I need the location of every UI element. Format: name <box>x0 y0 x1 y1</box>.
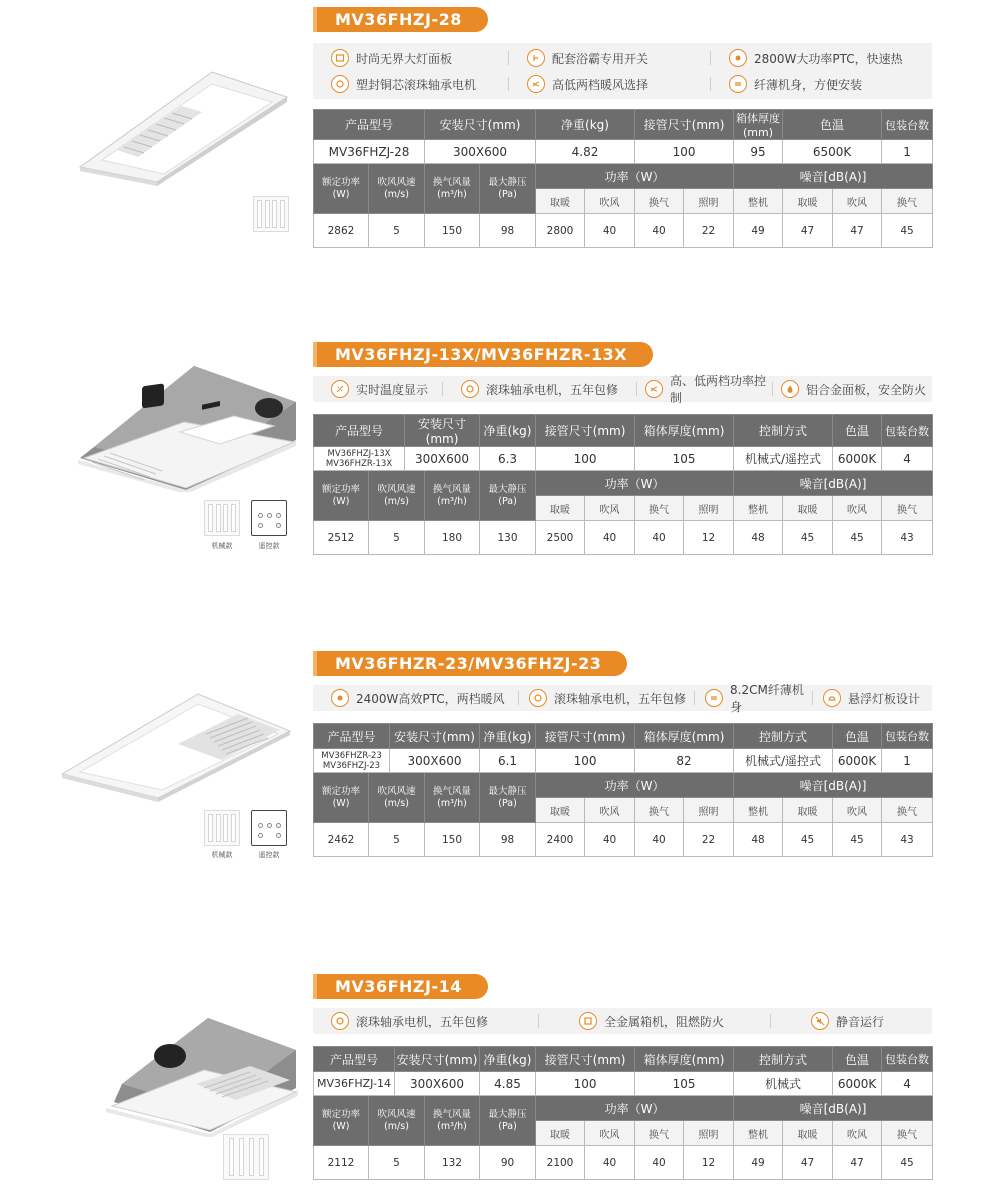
color-temp-value: 6500K <box>783 140 882 164</box>
data-cell: 40 <box>635 823 684 857</box>
size-value: 300X600 <box>395 1072 480 1096</box>
data-cell: 5 <box>369 823 425 857</box>
col-weight-header: 净重(kg) <box>480 1047 536 1072</box>
data-cell: 48 <box>734 823 783 857</box>
col-color-temp-header: 色温 <box>833 724 882 749</box>
col-weight-header: 净重(kg) <box>480 415 536 447</box>
col-pipe-header: 接管尺寸(mm) <box>635 110 734 140</box>
feature-item: 滚珠轴承电机，五年包修 <box>313 1008 539 1034</box>
data-cell: 2462 <box>314 823 369 857</box>
product-title: MV36FHZJ-28 <box>313 7 488 32</box>
col-size-header: 安装尺寸(mm) <box>405 415 480 447</box>
motor-icon <box>461 380 479 398</box>
wall-switch-image <box>204 500 240 536</box>
col-control-header: 控制方式 <box>734 1047 833 1072</box>
lamp-icon <box>823 689 841 707</box>
data-cell: 90 <box>480 1146 536 1180</box>
remote-control-image <box>251 500 287 536</box>
data-cell: 45 <box>882 214 933 248</box>
power-group-header: 功率（W） <box>536 164 734 189</box>
pipe-value: 100 <box>635 140 734 164</box>
col-weight-header: 净重(kg) <box>536 110 635 140</box>
data-cell: 150 <box>425 823 480 857</box>
data-cell: 2512 <box>314 521 369 555</box>
motor-icon <box>529 689 547 707</box>
data-cell: 45 <box>882 1146 933 1180</box>
max-pressure-header: 最大静压(Pa) <box>480 164 536 214</box>
power-group-header: 功率（W） <box>536 471 734 496</box>
data-cell: 47 <box>783 214 833 248</box>
quiet-icon <box>811 1012 829 1030</box>
data-cell: 2112 <box>314 1146 369 1180</box>
control-value: 机械式 <box>734 1072 833 1096</box>
col-model-header: 产品型号 <box>314 724 390 749</box>
col-pack-header: 包装台数 <box>882 415 933 447</box>
col-pack-header: 包装台数 <box>882 724 933 749</box>
switch-icon <box>527 49 545 67</box>
depth-value: 95 <box>734 140 783 164</box>
col-control-header: 控制方式 <box>734 415 833 447</box>
panel-icon <box>331 49 349 67</box>
motor-icon <box>331 1012 349 1030</box>
col-depth-header: 箱体厚度(mm) <box>734 110 783 140</box>
col-color-temp-header: 色温 <box>833 415 882 447</box>
data-cell: 47 <box>833 1146 882 1180</box>
feature-item: 高、低两档功率控制 <box>637 376 773 402</box>
data-cell: 40 <box>635 521 684 555</box>
spec-table: 产品型号 安装尺寸(mm) 净重(kg) 接管尺寸(mm) 箱体厚度(mm) 控制方式 色温 包装台数 MV36FHZJ-14 300X600 4.85 100 105 机械式 6000K 4 额定功率(W) 吹风风速(m/s) 换气风量(m³/h) 最大静压(Pa) 功率（W） 噪音[dB(A)] 取暖 吹风 换气 照明 整机 取暖 吹风 换气 2112 5 132 90 2100 40 40 12 49 47 47 45 <box>313 1046 933 1180</box>
feature-item: 2800W大功率PTC，快速热 <box>711 45 931 71</box>
feature-item: 铝合金面板，安全防火 <box>773 376 932 402</box>
data-cell: 45 <box>833 823 882 857</box>
control-value: 机械式/遥控式 <box>734 749 833 773</box>
noise-group-header: 噪音[dB(A)] <box>734 1096 933 1121</box>
caption-mechanical: 机械款 <box>211 851 233 859</box>
data-cell: 43 <box>882 521 933 555</box>
wall-switch-image <box>223 1134 269 1180</box>
col-size-header: 安装尺寸(mm) <box>425 110 536 140</box>
pack-value: 1 <box>882 749 933 773</box>
weight-value: 4.85 <box>480 1072 536 1096</box>
col-pack-header: 包装台数 <box>882 110 933 140</box>
col-control-header: 控制方式 <box>734 724 833 749</box>
remote-control-image <box>251 810 287 846</box>
max-pressure-header: 最大静压(Pa) <box>480 471 536 521</box>
feature-item: 悬浮灯板设计 <box>813 685 932 711</box>
data-cell: 40 <box>635 214 684 248</box>
exhaust-volume-header: 换气风量(m³/h) <box>425 471 480 521</box>
data-cell: 48 <box>734 521 783 555</box>
data-cell: 49 <box>734 214 783 248</box>
thin-icon <box>729 75 747 93</box>
col-model-header: 产品型号 <box>314 1047 395 1072</box>
power-group-header: 功率（W） <box>536 1096 734 1121</box>
feature-item: 塑封铜芯滚珠轴承电机 <box>313 71 509 97</box>
col-model-header: 产品型号 <box>314 415 405 447</box>
ptc-icon <box>331 689 349 707</box>
weight-value: 6.3 <box>480 447 536 471</box>
feature-item: 全金属箱机，阻燃防火 <box>539 1008 771 1034</box>
col-size-header: 安装尺寸(mm) <box>390 724 480 749</box>
data-cell: 45 <box>783 521 833 555</box>
spec-table: 产品型号 安装尺寸(mm) 净重(kg) 接管尺寸(mm) 箱体厚度(mm) 控制方式 色温 包装台数 MV36FHZJ-13X MV36FHZR-13X 300X600 6.3 100 105 机械式/遥控式 6000K 4 额定功率(W) 吹风风速(m/s) 换气风量(m³/h) 最大静压(Pa) 功率（W） 噪音[dB(A)] 取暖 吹风 换气 照明 整机 取暖 吹风 换气 2512 5 180 130 2500 40 40 12 48 45 45 43 <box>313 414 933 555</box>
control-value: 机械式/遥控式 <box>734 447 833 471</box>
rated-power-header: 额定功率(W) <box>314 1096 369 1146</box>
col-model-header: 产品型号 <box>314 110 425 140</box>
color-temp-value: 6000K <box>833 749 882 773</box>
feature-bar <box>313 374 932 405</box>
data-cell: 47 <box>833 214 882 248</box>
data-cell: 5 <box>369 521 425 555</box>
data-cell: 180 <box>425 521 480 555</box>
exhaust-volume-header: 换气风量(m³/h) <box>425 1096 480 1146</box>
data-cell: 40 <box>585 1146 635 1180</box>
col-depth-header: 箱体厚度(mm) <box>635 415 734 447</box>
weight-value: 4.82 <box>536 140 635 164</box>
product-image <box>72 62 297 187</box>
col-pipe-header: 接管尺寸(mm) <box>536 1047 635 1072</box>
feature-item: 8.2CM纤薄机身 <box>695 685 813 711</box>
wall-switch-image <box>204 810 240 846</box>
color-temp-value: 6000K <box>833 1072 882 1096</box>
feature-item: 2400W高效PTC，两档暖风 <box>313 685 519 711</box>
product-image <box>58 686 298 806</box>
product-image <box>74 362 299 492</box>
data-cell: 2862 <box>314 214 369 248</box>
feature-item: 高低两档暖风选择 <box>509 71 711 97</box>
data-cell: 130 <box>480 521 536 555</box>
data-cell: 43 <box>882 823 933 857</box>
feature-item: 滚珠轴承电机，五年包修 <box>443 376 637 402</box>
feature-item: 时尚无界大灯面板 <box>313 45 509 71</box>
color-temp-value: 6000K <box>833 447 882 471</box>
col-pipe-header: 接管尺寸(mm) <box>536 415 635 447</box>
feature-item: 纤薄机身，方便安装 <box>711 71 931 97</box>
data-cell: 98 <box>480 823 536 857</box>
blow-speed-header: 吹风风速(m/s) <box>369 471 425 521</box>
data-cell: 12 <box>684 521 734 555</box>
col-depth-header: 箱体厚度(mm) <box>635 724 734 749</box>
data-cell: 2100 <box>536 1146 585 1180</box>
pipe-value: 100 <box>536 749 635 773</box>
pack-value: 4 <box>882 447 933 471</box>
spec-table: 产品型号 安装尺寸(mm) 净重(kg) 接管尺寸(mm) 箱体厚度(mm) 色温 包装台数 MV36FHZJ-28 300X600 4.82 100 95 6500K 1 额定功率(W) 吹风风速(m/s) 换气风量(m³/h) 最大静压(Pa) 功率（W） 噪音[dB(A)] 取暖 吹风 换气 照明 整机 取暖 吹风 换气 2862 5 150 98 2800 40 40 22 49 47 47 45 <box>313 109 933 248</box>
data-cell: 40 <box>585 823 635 857</box>
col-color-temp-header: 色温 <box>833 1047 882 1072</box>
box-icon <box>579 1012 597 1030</box>
pack-value: 4 <box>882 1072 933 1096</box>
max-pressure-header: 最大静压(Pa) <box>480 773 536 823</box>
noise-group-header: 噪音[dB(A)] <box>734 773 933 798</box>
weight-value: 6.1 <box>480 749 536 773</box>
temp-icon <box>331 380 349 398</box>
col-color-temp-header: 色温 <box>783 110 882 140</box>
motor-icon <box>331 75 349 93</box>
ptc-icon <box>729 49 747 67</box>
rated-power-header: 额定功率(W) <box>314 773 369 823</box>
pack-value: 1 <box>882 140 933 164</box>
data-cell: 98 <box>480 214 536 248</box>
data-cell: 40 <box>585 521 635 555</box>
exhaust-volume-header: 换气风量(m³/h) <box>425 773 480 823</box>
col-depth-header: 箱体厚度(mm) <box>635 1047 734 1072</box>
data-cell: 40 <box>585 214 635 248</box>
data-cell: 2500 <box>536 521 585 555</box>
fan-icon <box>645 380 663 398</box>
data-cell: 2400 <box>536 823 585 857</box>
spec-table: 产品型号 安装尺寸(mm) 净重(kg) 接管尺寸(mm) 箱体厚度(mm) 控制方式 色温 包装台数 MV36FHZR-23 MV36FHZJ-23 300X600 6.1 100 82 机械式/遥控式 6000K 1 额定功率(W) 吹风风速(m/s) 换气风量(m³/h) 最大静压(Pa) 功率（W） 噪音[dB(A)] 取暖 吹风 换气 照明 整机 取暖 吹风 换气 2462 5 150 98 2400 40 40 22 48 45 45 43 <box>313 723 933 857</box>
feature-item: 静音运行 <box>771 1008 932 1034</box>
thin-icon <box>705 689 723 707</box>
size-value: 300X600 <box>425 140 536 164</box>
model-value: MV36FHZJ-14 <box>314 1072 395 1096</box>
feature-bar <box>313 43 932 99</box>
data-cell: 49 <box>734 1146 783 1180</box>
depth-value: 82 <box>635 749 734 773</box>
feature-item: 配套浴霸专用开关 <box>509 45 711 71</box>
rated-power-header: 额定功率(W) <box>314 471 369 521</box>
col-pack-header: 包装台数 <box>882 1047 933 1072</box>
data-cell: 132 <box>425 1146 480 1180</box>
fan-icon <box>527 75 545 93</box>
depth-value: 105 <box>635 1072 734 1096</box>
feature-bar <box>313 1008 932 1034</box>
blow-speed-header: 吹风风速(m/s) <box>369 1096 425 1146</box>
data-cell: 47 <box>783 1146 833 1180</box>
col-weight-header: 净重(kg) <box>480 724 536 749</box>
caption-remote: 遥控款 <box>258 542 280 550</box>
product-image <box>100 1012 300 1137</box>
data-cell: 5 <box>369 214 425 248</box>
product-title: MV36FHZJ-13X/MV36FHZR-13X <box>313 342 653 367</box>
pipe-value: 100 <box>536 447 635 471</box>
col-size-header: 安装尺寸(mm) <box>395 1047 480 1072</box>
model-value: MV36FHZJ-28 <box>314 140 425 164</box>
product-title: MV36FHZR-23/MV36FHZJ-23 <box>313 651 627 676</box>
data-cell: 150 <box>425 214 480 248</box>
data-cell: 40 <box>635 1146 684 1180</box>
data-cell: 5 <box>369 1146 425 1180</box>
depth-value: 105 <box>635 447 734 471</box>
pipe-value: 100 <box>536 1072 635 1096</box>
data-cell: 22 <box>684 823 734 857</box>
wall-switch-image <box>253 196 289 232</box>
exhaust-volume-header: 换气风量(m³/h) <box>425 164 480 214</box>
feature-bar <box>313 683 932 714</box>
data-cell: 12 <box>684 1146 734 1180</box>
caption-mechanical: 机械款 <box>211 542 233 550</box>
data-cell: 45 <box>833 521 882 555</box>
noise-group-header: 噪音[dB(A)] <box>734 471 933 496</box>
col-pipe-header: 接管尺寸(mm) <box>536 724 635 749</box>
data-cell: 22 <box>684 214 734 248</box>
caption-remote: 遥控款 <box>258 851 280 859</box>
max-pressure-header: 最大静压(Pa) <box>480 1096 536 1146</box>
data-cell: 2800 <box>536 214 585 248</box>
model-value: MV36FHZR-23 MV36FHZJ-23 <box>314 749 390 773</box>
fire-icon <box>781 380 799 398</box>
model-value: MV36FHZJ-13X MV36FHZR-13X <box>314 447 405 471</box>
product-title: MV36FHZJ-14 <box>313 974 488 999</box>
blow-speed-header: 吹风风速(m/s) <box>369 773 425 823</box>
power-group-header: 功率（W） <box>536 773 734 798</box>
noise-group-header: 噪音[dB(A)] <box>734 164 933 189</box>
blow-speed-header: 吹风风速(m/s) <box>369 164 425 214</box>
size-value: 300X600 <box>405 447 480 471</box>
data-cell: 45 <box>783 823 833 857</box>
feature-item: 实时温度显示 <box>313 376 443 402</box>
feature-item: 滚珠轴承电机，五年包修 <box>519 685 695 711</box>
size-value: 300X600 <box>390 749 480 773</box>
rated-power-header: 额定功率(W) <box>314 164 369 214</box>
